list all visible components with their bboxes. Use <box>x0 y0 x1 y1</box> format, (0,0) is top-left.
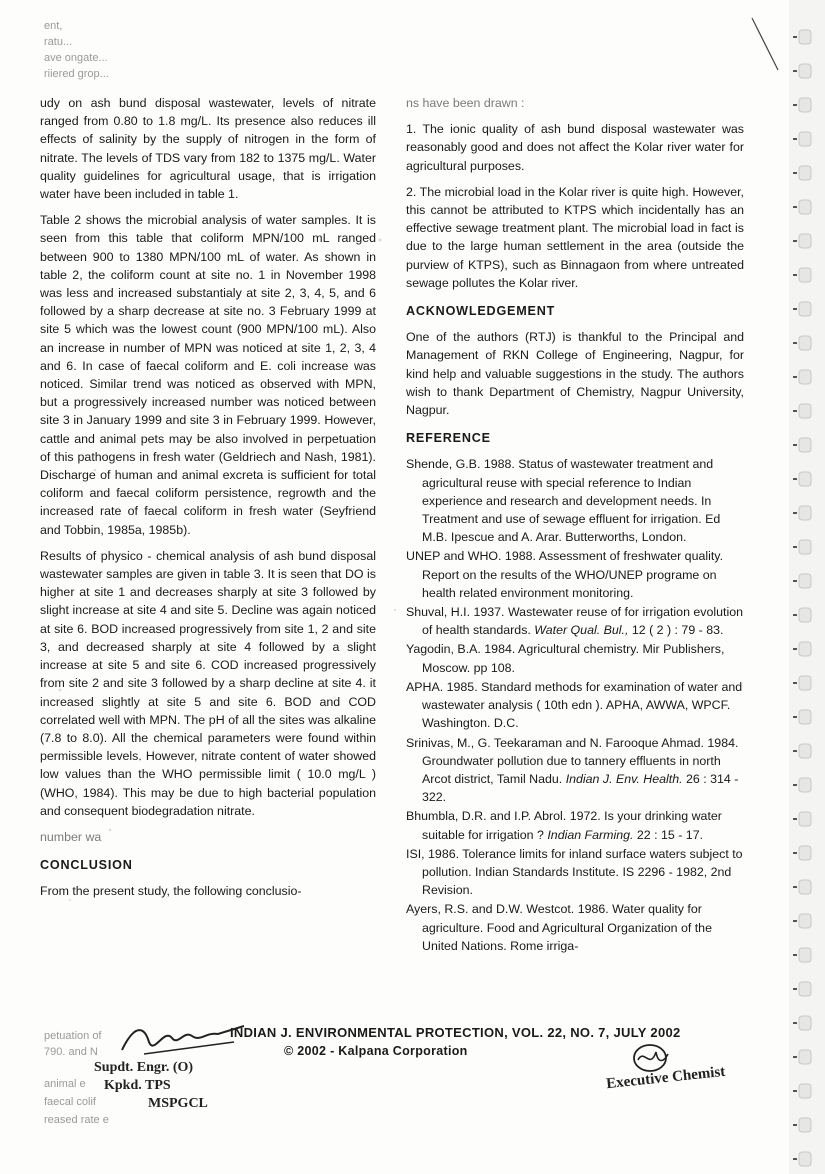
binding-hole <box>799 540 811 554</box>
binding-hole <box>799 914 811 928</box>
conclusion-heading: CONCLUSION <box>40 858 133 873</box>
binding-hole <box>799 506 811 520</box>
stamp-title: Supdt. Engr. (O) <box>94 1060 194 1075</box>
reference-item: Shende, G.B. 1988. Status of wastewater treatment and agricultural reuse with special reference to Indian experience and research and development needs. In Treatment and use of sewage effluent for irrigation. Ed M.B. Ipescue and A. Arar. Butterworths, London. <box>406 457 721 545</box>
bleed-through-line: number wa <box>40 829 102 844</box>
binding-hole <box>799 812 811 826</box>
binding-hole <box>799 438 811 452</box>
reference-item: UNEP and WHO. 1988. Assessment of freshwater quality. Report on the results of the WHO/UNEP programe on health related environment monitoring. <box>406 549 724 600</box>
binding-hole <box>799 1050 811 1064</box>
binding-hole <box>799 948 811 962</box>
conclusion-point-2: 2. The microbial load in the Kolar river is quite high. However, this cannot be attributed to KTPS which incidentally has an effective sewage treatment plant. The microbial load in fact is due to the large human settlement in the area (outside the purview of KTPS), such as Binnagaon from where untreated sewage pollutes the Kolar river. <box>406 184 744 290</box>
acknowledgement-text: One of the authors (RTJ) is thankful to the Principal and Management of RKN College of Engineering, Nagpur, for kind help and valuable suggestions in the study. The authors wish to thank Department of Chemistry, Nagpur University, Nagpur. <box>406 330 744 418</box>
binding-hole <box>799 234 811 248</box>
binding-hole <box>799 710 811 724</box>
binding-hole <box>799 472 811 486</box>
binding-hole <box>799 676 811 690</box>
spiral-binding-icon <box>789 0 825 1174</box>
reference-item: Srinivas, M., G. Teekaraman and N. Farooque Ahmad. 1984. Groundwater pollution due to tannery effluents in north Arcot district, Tamil Nadu. Indian J. Env. Health. 26 : 314 - 322. <box>406 735 739 805</box>
binding-hole <box>799 98 811 112</box>
stamp-org: MSPGCL <box>148 1096 208 1111</box>
binding-hole <box>799 268 811 282</box>
reference-item: Bhumbla, D.R. and I.P. Abrol. 1972. Is your drinking water suitable for irrigation ? Indian Farming. 22 : 15 - 17. <box>406 809 722 842</box>
stamp-office: Kpkd. TPS <box>104 1078 171 1093</box>
binding-hole <box>799 370 811 384</box>
binding-hole <box>799 642 811 656</box>
binding-hole <box>799 64 811 78</box>
binding-hole <box>799 744 811 758</box>
copyright-line: © 2002 - Kalpana Corporation <box>284 1044 468 1058</box>
paragraph-microbial: Table 2 shows the microbial analysis of water samples. It is seen from this table that coliform MPN/100 mL ranged between 900 to 1380 MPN/100 mL of water. As shown in table 2, the coliform count at site no. 1 in November 1998 was less and increased substantialy at site 2, 3, 4, 5, and 6 followed by a sharp decrease at site no. 3 February 1999 at site 5 which was the lowest count (900 MPN/100 mL). Also an increase in number of MPN was noticed at site 1, 2, 3, 4 and 6. In case of faecal coliform and E. coli increase was noticed. Similar trend was noticed as observed with MPN, but a progressively increased number was noticed between site 3 in January 1999 and site 3 in February 1999. However, cattle and animal pets may be also involved in perpetuation of this pathogens in fresh water (Geldriech and Nash, 1981). Discharge of human and animal excreta is sufficient for total coliform and faecal coliform persistence, regrowth and the increased rate of faecal coliform in fresh water (Seyfriend and Tobbin, 1985a, 1985b). <box>40 213 376 537</box>
official-stamp-left: petuation of 790. and N Supdt. Engr. (O) animal e Kpkd. TPS faecal colif MSPGCL reased rate e <box>44 1028 244 1128</box>
binding-hole <box>799 608 811 622</box>
binding-hole <box>799 574 811 588</box>
binding-hole <box>799 778 811 792</box>
binding-hole <box>799 200 811 214</box>
journal-citation: INDIAN J. ENVIRONMENTAL PROTECTION, VOL. 22, NO. 7, JULY 2002 <box>230 1025 681 1040</box>
bleed-through-text: ent, ratu... ave ongate... riiered grop... <box>44 20 109 80</box>
conclusion-text: From the present study, the following conclusio- <box>40 884 302 899</box>
binding-hole <box>799 1084 811 1098</box>
conclusion-continued: ns have been drawn : <box>406 96 525 110</box>
reference-item: Yagodin, B.A. 1984. Agricultural chemistry. Mir Publishers, Moscow. pp 108. <box>406 642 725 675</box>
binding-hole <box>799 1152 811 1166</box>
binding-hole <box>799 166 811 180</box>
binding-hole <box>799 336 811 350</box>
reference-item: Shuval, H.I. 1937. Wastewater reuse of for irrigation evolution of health standards. Water Qual. Bul., 12 ( 2 ) : 79 - 83. <box>406 605 744 638</box>
paragraph-nitrate: udy on ash bund disposal wastewater, levels of nitrate ranged from 0.80 to 1.8 mg/L. Its presence also reduces ill effects of salinity by the supply of nitrogen in the form of nitrate. The levels of TDS vary from 182 to 1375 mg/L. Water quality guidelines for agricultural usage, that is irrigation water have been included in table 1. <box>40 96 376 202</box>
binding-hole <box>799 30 811 44</box>
binding-hole <box>799 846 811 860</box>
acknowledgement-heading: ACKNOWLEDGEMENT <box>406 304 556 319</box>
binding-hole <box>799 1016 811 1030</box>
conclusion-point-1: 1. The ionic quality of ash bund disposal wastewater was reasonably good and does not affect the Kolar river water for agricultural purposes. <box>406 122 744 173</box>
reference-item: Ayers, R.S. and D.W. Westcot. 1986. Water quality for agriculture. Food and Agricultural Organization of the United Nations. Rome irriga- <box>406 902 712 953</box>
reference-item: ISI, 1986. Tolerance limits for inland surface waters subject to pollution. Indian Standards Institute. IS 2296 - 1982, 2nd Revision. <box>406 846 743 898</box>
binding-hole <box>799 404 811 418</box>
binding-hole <box>799 1118 811 1132</box>
binding-hole <box>799 982 811 996</box>
official-stamp-right: Executive Chemist <box>605 1063 727 1093</box>
reference-heading: REFERENCE <box>406 431 491 446</box>
binding-hole <box>799 302 811 316</box>
binding-hole <box>799 132 811 146</box>
binding-hole <box>799 880 811 894</box>
paragraph-physico-chemical: Results of physico - chemical analysis of ash bund disposal wastewater samples are given in table 3. It is seen that DO is higher at site 1 and decreases sharply at site 3 followed by slight increase at site 4 and site 5. Decline was again noticed at site 6. BOD increased progressively from site 1, 2 and site 3, and decreased sharply at site 4 followed by a slight increase at site 5 and site 6. COD increased progressively from site 2 and site 3 followed by a sharp decline at site 4. it increased slightly at site 5 and site 6. BOD and COD correlated well with MPN. The pH of all the sites was alkaline (7.8 to 8.0). All the chemical parameters were found within permissible levels. However, nitrate content of water showed low values than the WHO permissible limit ( 10.0 mg/L ) (WHO, 1984). This may be due to high bacterial population and consequent biodegradation nitrate. <box>40 548 376 818</box>
reference-item: APHA. 1985. Standard methods for examination of water and wastewater analysis ( 10th edn ). APHA, AWWA, WPCF. Washington. D.C. <box>406 679 743 731</box>
